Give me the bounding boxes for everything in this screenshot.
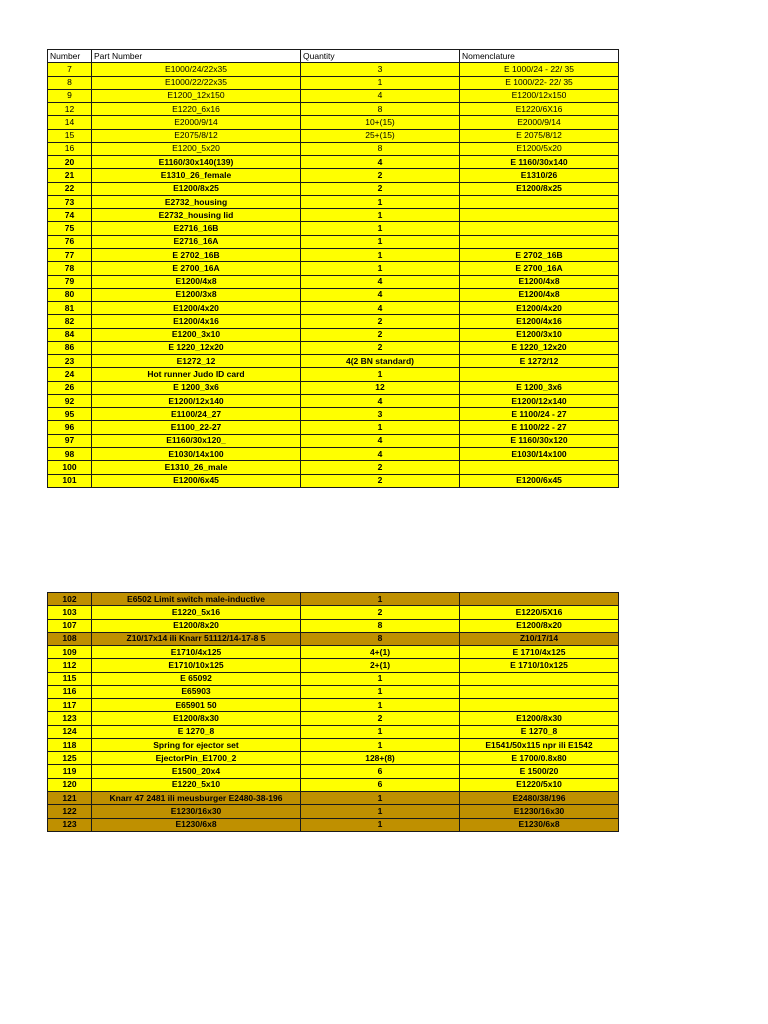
quantity-cell: 2 — [301, 461, 460, 474]
table-row — [48, 672, 619, 685]
part-number-cell: E2716_16A — [92, 235, 301, 248]
quantity-cell: 2 — [301, 606, 460, 619]
part-number-cell: E 65092 — [92, 672, 301, 685]
part-number-cell: E1500_20x4 — [92, 765, 301, 778]
number-cell: 73 — [48, 195, 92, 208]
part-number-cell: E1200/8x30 — [92, 712, 301, 725]
number-cell: 101 — [48, 474, 92, 487]
nomenclature-cell: E1200/12x140 — [460, 394, 619, 407]
table-row — [48, 712, 619, 725]
quantity-cell: 1 — [301, 685, 460, 698]
part-number-cell: EjectorPin_E1700_2 — [92, 752, 301, 765]
number-cell: 14 — [48, 116, 92, 129]
nomenclature-cell: E 1500/20 — [460, 765, 619, 778]
table-row — [48, 791, 619, 804]
parts-table-secondary-body — [48, 593, 619, 832]
number-cell: 103 — [48, 606, 92, 619]
part-number-cell: E65903 — [92, 685, 301, 698]
part-number-cell: E1200/6x45 — [92, 474, 301, 487]
number-cell: 79 — [48, 275, 92, 288]
quantity-cell: 128+(8) — [301, 752, 460, 765]
part-number-cell: E1710/10x125 — [92, 659, 301, 672]
part-number-cell: E1030/14x100 — [92, 447, 301, 460]
number-cell: 116 — [48, 685, 92, 698]
table-row — [48, 447, 619, 460]
part-number-cell: E1230/6x8 — [92, 818, 301, 831]
nomenclature-cell: E1030/14x100 — [460, 447, 619, 460]
nomenclature-cell — [460, 209, 619, 222]
quantity-cell: 2+(1) — [301, 659, 460, 672]
quantity-cell: 1 — [301, 818, 460, 831]
quantity-cell: 3 — [301, 408, 460, 421]
part-number-cell: E2075/8/12 — [92, 129, 301, 142]
part-number-cell: Spring for ejector set — [92, 738, 301, 751]
quantity-cell: 2 — [301, 712, 460, 725]
table-row — [48, 209, 619, 222]
header-number: Number — [48, 50, 92, 63]
nomenclature-cell: E1200/4x8 — [460, 288, 619, 301]
number-cell: 80 — [48, 288, 92, 301]
nomenclature-cell: E 1270_8 — [460, 725, 619, 738]
part-number-cell: E1200_12x150 — [92, 89, 301, 102]
nomenclature-cell: E1200/8x30 — [460, 712, 619, 725]
nomenclature-cell: E 1700/0.8x80 — [460, 752, 619, 765]
quantity-cell: 1 — [301, 421, 460, 434]
table-row — [48, 738, 619, 751]
quantity-cell: 1 — [301, 262, 460, 275]
header-quantity: Quantity — [301, 50, 460, 63]
quantity-cell: 1 — [301, 76, 460, 89]
number-cell: 26 — [48, 381, 92, 394]
nomenclature-cell: E 1220_12x20 — [460, 341, 619, 354]
number-cell: 78 — [48, 262, 92, 275]
quantity-cell: 2 — [301, 328, 460, 341]
number-cell: 20 — [48, 156, 92, 169]
quantity-cell: 4(2 BN standard) — [301, 355, 460, 368]
table-row — [48, 699, 619, 712]
table-row — [48, 195, 619, 208]
part-number-cell: E2732_housing — [92, 195, 301, 208]
nomenclature-cell: Z10/17/14 — [460, 632, 619, 645]
number-cell: 112 — [48, 659, 92, 672]
table-row — [48, 288, 619, 301]
quantity-cell: 1 — [301, 593, 460, 606]
quantity-cell: 8 — [301, 142, 460, 155]
parts-table-main — [47, 49, 619, 488]
quantity-cell: 1 — [301, 805, 460, 818]
number-cell: 109 — [48, 646, 92, 659]
table-row — [48, 169, 619, 182]
number-cell: 123 — [48, 818, 92, 831]
quantity-cell: 1 — [301, 235, 460, 248]
nomenclature-cell: E 2702_16B — [460, 248, 619, 261]
nomenclature-cell: E1200/6x45 — [460, 474, 619, 487]
number-cell: 74 — [48, 209, 92, 222]
part-number-cell: E 1200_3x6 — [92, 381, 301, 394]
nomenclature-cell — [460, 699, 619, 712]
part-number-cell: E 2700_16A — [92, 262, 301, 275]
part-number-cell: E 2702_16B — [92, 248, 301, 261]
number-cell: 16 — [48, 142, 92, 155]
header-row — [48, 50, 619, 63]
table-row — [48, 434, 619, 447]
table-row — [48, 593, 619, 606]
number-cell: 125 — [48, 752, 92, 765]
quantity-cell: 3 — [301, 63, 460, 76]
number-cell: 15 — [48, 129, 92, 142]
table-row — [48, 461, 619, 474]
number-cell: 75 — [48, 222, 92, 235]
quantity-cell: 6 — [301, 765, 460, 778]
number-cell: 95 — [48, 408, 92, 421]
number-cell: 108 — [48, 632, 92, 645]
quantity-cell: 2 — [301, 341, 460, 354]
nomenclature-cell — [460, 368, 619, 381]
part-number-cell: E1200/4x16 — [92, 315, 301, 328]
nomenclature-cell: E 2700_16A — [460, 262, 619, 275]
table-row — [48, 248, 619, 261]
quantity-cell: 4 — [301, 288, 460, 301]
number-cell: 92 — [48, 394, 92, 407]
number-cell: 107 — [48, 619, 92, 632]
number-cell: 76 — [48, 235, 92, 248]
part-number-cell: E1200_5x20 — [92, 142, 301, 155]
quantity-cell: 1 — [301, 222, 460, 235]
nomenclature-cell: E1200/8x20 — [460, 619, 619, 632]
part-number-cell: E1220_5x16 — [92, 606, 301, 619]
table-row — [48, 315, 619, 328]
nomenclature-cell: E 1000/22- 22/ 35 — [460, 76, 619, 89]
table-row — [48, 685, 619, 698]
number-cell: 77 — [48, 248, 92, 261]
part-number-cell: E1272_12 — [92, 355, 301, 368]
number-cell: 7 — [48, 63, 92, 76]
number-cell: 102 — [48, 593, 92, 606]
table-row — [48, 103, 619, 116]
number-cell: 22 — [48, 182, 92, 195]
part-number-cell: E2716_16B — [92, 222, 301, 235]
part-number-cell: E1000/24/22x35 — [92, 63, 301, 76]
number-cell: 96 — [48, 421, 92, 434]
parts-table-secondary — [47, 592, 619, 832]
table-row — [48, 474, 619, 487]
table-row — [48, 632, 619, 645]
table-row — [48, 421, 619, 434]
nomenclature-cell: E1200/12x150 — [460, 89, 619, 102]
table-row — [48, 222, 619, 235]
quantity-cell: 6 — [301, 778, 460, 791]
nomenclature-cell: E1200/5x20 — [460, 142, 619, 155]
part-number-cell: E1200/8x20 — [92, 619, 301, 632]
quantity-cell: 8 — [301, 632, 460, 645]
quantity-cell: 4 — [301, 434, 460, 447]
table-row — [48, 341, 619, 354]
number-cell: 86 — [48, 341, 92, 354]
nomenclature-cell — [460, 222, 619, 235]
part-number-cell: E1710/4x125 — [92, 646, 301, 659]
number-cell: 97 — [48, 434, 92, 447]
quantity-cell: 2 — [301, 169, 460, 182]
quantity-cell: 4 — [301, 89, 460, 102]
nomenclature-cell: E 1000/24 - 22/ 35 — [460, 63, 619, 76]
number-cell: 119 — [48, 765, 92, 778]
table-row — [48, 381, 619, 394]
nomenclature-cell — [460, 672, 619, 685]
nomenclature-cell — [460, 235, 619, 248]
part-number-cell: E1200/4x20 — [92, 302, 301, 315]
quantity-cell: 4 — [301, 156, 460, 169]
quantity-cell: 4+(1) — [301, 646, 460, 659]
nomenclature-cell — [460, 593, 619, 606]
quantity-cell: 1 — [301, 672, 460, 685]
nomenclature-cell: E 1272/12 — [460, 355, 619, 368]
nomenclature-cell: E1200/4x20 — [460, 302, 619, 315]
table-row — [48, 408, 619, 421]
table-row — [48, 355, 619, 368]
number-cell: 100 — [48, 461, 92, 474]
part-number-cell: E1200_3x10 — [92, 328, 301, 341]
table-row — [48, 63, 619, 76]
number-cell: 12 — [48, 103, 92, 116]
nomenclature-cell: E 2075/8/12 — [460, 129, 619, 142]
quantity-cell: 8 — [301, 619, 460, 632]
part-number-cell: E1100_22-27 — [92, 421, 301, 434]
parts-table-main-body — [48, 63, 619, 488]
part-number-cell: E1200/4x8 — [92, 275, 301, 288]
number-cell: 122 — [48, 805, 92, 818]
table-row — [48, 328, 619, 341]
table-row — [48, 142, 619, 155]
quantity-cell: 12 — [301, 381, 460, 394]
nomenclature-cell: E1541/50x115 npr ili E1542 — [460, 738, 619, 751]
table-row — [48, 116, 619, 129]
part-number-cell: E 1270_8 — [92, 725, 301, 738]
table-row — [48, 818, 619, 831]
nomenclature-cell: E1200/4x8 — [460, 275, 619, 288]
nomenclature-cell — [460, 461, 619, 474]
quantity-cell: 1 — [301, 209, 460, 222]
number-cell: 21 — [48, 169, 92, 182]
number-cell: 24 — [48, 368, 92, 381]
part-number-cell: Z10/17x14 ili Knarr 51112/14-17-8 5 — [92, 632, 301, 645]
nomenclature-cell: E1230/6x8 — [460, 818, 619, 831]
nomenclature-cell: E 1710/4x125 — [460, 646, 619, 659]
number-cell: 124 — [48, 725, 92, 738]
quantity-cell: 8 — [301, 103, 460, 116]
part-number-cell: E1220_5x10 — [92, 778, 301, 791]
quantity-cell: 4 — [301, 447, 460, 460]
nomenclature-cell: E2000/9/14 — [460, 116, 619, 129]
part-number-cell: E65901 50 — [92, 699, 301, 712]
table-row — [48, 765, 619, 778]
number-cell: 118 — [48, 738, 92, 751]
quantity-cell: 1 — [301, 791, 460, 804]
quantity-cell: 1 — [301, 368, 460, 381]
header-part-number: Part Number — [92, 50, 301, 63]
table-row — [48, 725, 619, 738]
nomenclature-cell: E1200/8x25 — [460, 182, 619, 195]
table-row — [48, 76, 619, 89]
part-number-cell: E1310_26_male — [92, 461, 301, 474]
part-number-cell: E1100/24_27 — [92, 408, 301, 421]
quantity-cell: 4 — [301, 275, 460, 288]
part-number-cell: Knarr 47 2481 ili meusburger E2480-38-196 — [92, 791, 301, 804]
table-row — [48, 156, 619, 169]
nomenclature-cell: E1200/4x16 — [460, 315, 619, 328]
nomenclature-cell: E1230/16x30 — [460, 805, 619, 818]
number-cell: 82 — [48, 315, 92, 328]
part-number-cell: E 1220_12x20 — [92, 341, 301, 354]
quantity-cell: 4 — [301, 302, 460, 315]
part-number-cell: E1310_26_female — [92, 169, 301, 182]
number-cell: 123 — [48, 712, 92, 725]
quantity-cell: 1 — [301, 248, 460, 261]
nomenclature-cell — [460, 195, 619, 208]
part-number-cell: E1160/30x140(139) — [92, 156, 301, 169]
number-cell: 115 — [48, 672, 92, 685]
table-row — [48, 302, 619, 315]
nomenclature-cell: E 1100/24 - 27 — [460, 408, 619, 421]
nomenclature-cell — [460, 685, 619, 698]
part-number-cell: E1230/16x30 — [92, 805, 301, 818]
table-row — [48, 262, 619, 275]
nomenclature-cell: E 1200_3x6 — [460, 381, 619, 394]
part-number-cell: E1200/3x8 — [92, 288, 301, 301]
number-cell: 117 — [48, 699, 92, 712]
number-cell: 120 — [48, 778, 92, 791]
table-row — [48, 619, 619, 632]
number-cell: 8 — [48, 76, 92, 89]
part-number-cell: E2000/9/14 — [92, 116, 301, 129]
nomenclature-cell: E1220/5x10 — [460, 778, 619, 791]
table-row — [48, 805, 619, 818]
table-row — [48, 778, 619, 791]
nomenclature-cell: E 1710/10x125 — [460, 659, 619, 672]
part-number-cell: E6502 Limit switch male-inductive — [92, 593, 301, 606]
table-row — [48, 182, 619, 195]
nomenclature-cell: E1200/3x10 — [460, 328, 619, 341]
table-row — [48, 368, 619, 381]
nomenclature-cell: E1220/5X16 — [460, 606, 619, 619]
quantity-cell: 1 — [301, 738, 460, 751]
number-cell: 121 — [48, 791, 92, 804]
number-cell: 23 — [48, 355, 92, 368]
part-number-cell: E1200/8x25 — [92, 182, 301, 195]
quantity-cell: 1 — [301, 195, 460, 208]
quantity-cell: 2 — [301, 315, 460, 328]
table-row — [48, 659, 619, 672]
part-number-cell: E1000/22/22x35 — [92, 76, 301, 89]
table-row — [48, 606, 619, 619]
quantity-cell: 4 — [301, 394, 460, 407]
table-row — [48, 275, 619, 288]
table-row — [48, 646, 619, 659]
nomenclature-cell: E2480/38/196 — [460, 791, 619, 804]
quantity-cell: 10+(15) — [301, 116, 460, 129]
nomenclature-cell: E 1100/22 - 27 — [460, 421, 619, 434]
number-cell: 84 — [48, 328, 92, 341]
number-cell: 98 — [48, 447, 92, 460]
nomenclature-cell: E 1160/30x140 — [460, 156, 619, 169]
number-cell: 9 — [48, 89, 92, 102]
quantity-cell: 1 — [301, 725, 460, 738]
table-row — [48, 89, 619, 102]
header-nomenclature: Nomenclature — [460, 50, 619, 63]
table-row — [48, 129, 619, 142]
nomenclature-cell: E1220/6X16 — [460, 103, 619, 116]
quantity-cell: 2 — [301, 182, 460, 195]
part-number-cell: E2732_housing lid — [92, 209, 301, 222]
table-row — [48, 752, 619, 765]
part-number-cell: E1220_6x16 — [92, 103, 301, 116]
quantity-cell: 2 — [301, 474, 460, 487]
table-row — [48, 235, 619, 248]
nomenclature-cell: E1310/26 — [460, 169, 619, 182]
table-row — [48, 394, 619, 407]
part-number-cell: E1200/12x140 — [92, 394, 301, 407]
nomenclature-cell: E 1160/30x120 — [460, 434, 619, 447]
part-number-cell: Hot runner Judo ID card — [92, 368, 301, 381]
quantity-cell: 25+(15) — [301, 129, 460, 142]
part-number-cell: E1160/30x120_ — [92, 434, 301, 447]
number-cell: 81 — [48, 302, 92, 315]
quantity-cell: 1 — [301, 699, 460, 712]
